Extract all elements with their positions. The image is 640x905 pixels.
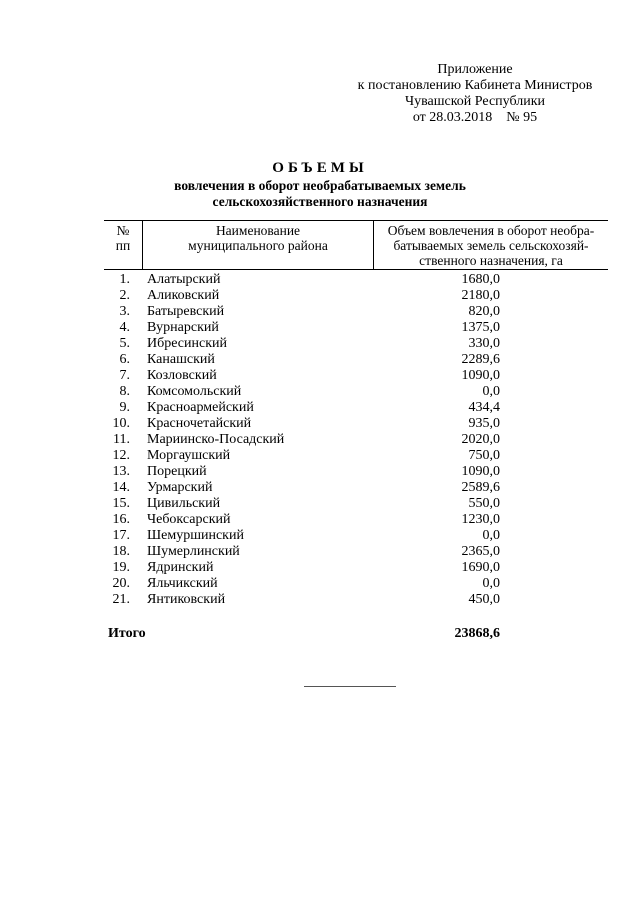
volume-value: 1230,0 — [461, 512, 500, 527]
district-name: Аликовский — [147, 288, 220, 303]
volume-value: 450,0 — [468, 592, 500, 607]
header-number-line-1: № — [116, 223, 130, 238]
total-label: Итого — [108, 626, 146, 641]
header-volume-line-3: ственного назначения, га — [419, 253, 563, 268]
volume-value: 330,0 — [468, 336, 500, 351]
row-number: 12. — [112, 448, 130, 463]
volume-value: 0,0 — [482, 576, 500, 591]
document-heading — [140, 160, 500, 210]
volume-value: 1375,0 — [461, 320, 500, 335]
volume-value: 1090,0 — [461, 464, 500, 479]
district-name: Урмарский — [147, 480, 213, 495]
header-volume — [374, 221, 609, 270]
row-number: 19. — [112, 560, 130, 575]
table-row — [104, 592, 604, 608]
volume-value: 1690,0 — [461, 560, 500, 575]
table-row — [104, 464, 604, 480]
district-name: Красночетайский — [147, 416, 252, 431]
district-name: Алатырский — [147, 272, 221, 287]
row-number: 7. — [119, 368, 130, 383]
table-row — [104, 480, 604, 496]
header-name-line-1: Наименование — [215, 223, 301, 238]
row-number: 3. — [119, 304, 130, 319]
row-number: 17. — [112, 528, 130, 543]
row-number: 18. — [112, 544, 130, 559]
volume-value: 434,4 — [468, 400, 500, 415]
volume-value: 2365,0 — [461, 544, 500, 559]
table-row — [104, 352, 604, 368]
table-body — [104, 272, 604, 608]
district-name: Ядринский — [147, 560, 214, 575]
table-row — [104, 448, 604, 464]
volume-value: 0,0 — [482, 528, 500, 543]
row-number: 10. — [112, 416, 130, 431]
header-number — [104, 221, 143, 270]
district-name: Ибресинский — [147, 336, 227, 351]
header-number-line-2: пп — [115, 238, 131, 253]
volume-value: 820,0 — [468, 304, 500, 319]
document-subtitle-line-2: сельскохозяйственного назначения — [212, 194, 428, 209]
table-row — [104, 320, 604, 336]
table-row — [104, 288, 604, 304]
district-name: Яльчикский — [147, 576, 218, 591]
table-row — [104, 400, 604, 416]
volume-value: 1680,0 — [461, 272, 500, 287]
row-number: 16. — [112, 512, 130, 527]
total-row — [108, 626, 500, 642]
district-name: Цивильский — [147, 496, 221, 511]
row-number: 1. — [119, 272, 130, 287]
district-name: Шумерлинский — [147, 544, 240, 559]
volume-value: 935,0 — [468, 416, 500, 431]
volume-value: 0,0 — [482, 384, 500, 399]
appendix-republic: Чувашской Республики — [404, 94, 546, 109]
volume-value: 550,0 — [468, 496, 500, 511]
district-name: Мариинско-Посадский — [147, 432, 285, 447]
header-volume-line-1: Объем вовлечения в оборот необра- — [387, 223, 595, 238]
table-row — [104, 496, 604, 512]
document-title: ОБЪЕМЫ — [272, 160, 368, 176]
table-row — [104, 528, 604, 544]
volume-value: 2020,0 — [461, 432, 500, 447]
row-number: 2. — [119, 288, 130, 303]
table-row — [104, 432, 604, 448]
district-name: Комсомольский — [147, 384, 242, 399]
row-number: 8. — [119, 384, 130, 399]
row-number: 15. — [112, 496, 130, 511]
table-row — [104, 384, 604, 400]
table-row — [104, 544, 604, 560]
table-row — [104, 416, 604, 432]
header-name-line-2: муниципального района — [188, 238, 328, 253]
volume-value: 2289,6 — [461, 352, 500, 367]
document-subtitle-line-1: вовлечения в оборот необрабатываемых земель — [174, 178, 466, 193]
district-name: Батыревский — [147, 304, 225, 319]
district-name: Козловский — [147, 368, 217, 383]
table-row — [104, 512, 604, 528]
row-number: 11. — [113, 432, 130, 447]
volume-value: 2589,6 — [461, 480, 500, 495]
table-row — [104, 336, 604, 352]
volume-value: 750,0 — [468, 448, 500, 463]
table-row — [104, 272, 604, 288]
district-name: Шемуршинский — [147, 528, 244, 543]
district-name: Порецкий — [147, 464, 207, 479]
district-name: Янтиковский — [147, 592, 226, 607]
row-number: 21. — [112, 592, 130, 607]
appendix-date-number: от 28.03.2018 № 95 — [412, 110, 538, 125]
district-name: Чебоксарский — [147, 512, 231, 527]
row-number: 13. — [112, 464, 130, 479]
appendix-block — [330, 62, 620, 126]
district-name: Моргаушский — [147, 448, 231, 463]
appendix-title: Приложение — [437, 62, 513, 77]
table-row — [104, 368, 604, 384]
volume-value: 1090,0 — [461, 368, 500, 383]
row-number: 6. — [119, 352, 130, 367]
total-value: 23868,6 — [454, 626, 500, 641]
table-row — [104, 576, 604, 592]
district-name: Канашский — [147, 352, 215, 367]
volume-value: 2180,0 — [461, 288, 500, 303]
header-district-name — [143, 221, 374, 270]
row-number: 4. — [119, 320, 130, 335]
district-name: Вурнарский — [147, 320, 219, 335]
table-row — [104, 560, 604, 576]
district-name: Красноармейский — [147, 400, 254, 415]
header-volume-line-2: батываемых земель сельскохозяй- — [393, 238, 589, 253]
table-header — [104, 220, 608, 270]
row-number: 14. — [112, 480, 130, 495]
row-number: 9. — [119, 400, 130, 415]
row-number: 20. — [112, 576, 130, 591]
appendix-resolution: к постановлению Кабинета Министров — [357, 78, 593, 93]
table-row — [104, 304, 604, 320]
closing-divider — [304, 686, 396, 687]
row-number: 5. — [119, 336, 130, 351]
